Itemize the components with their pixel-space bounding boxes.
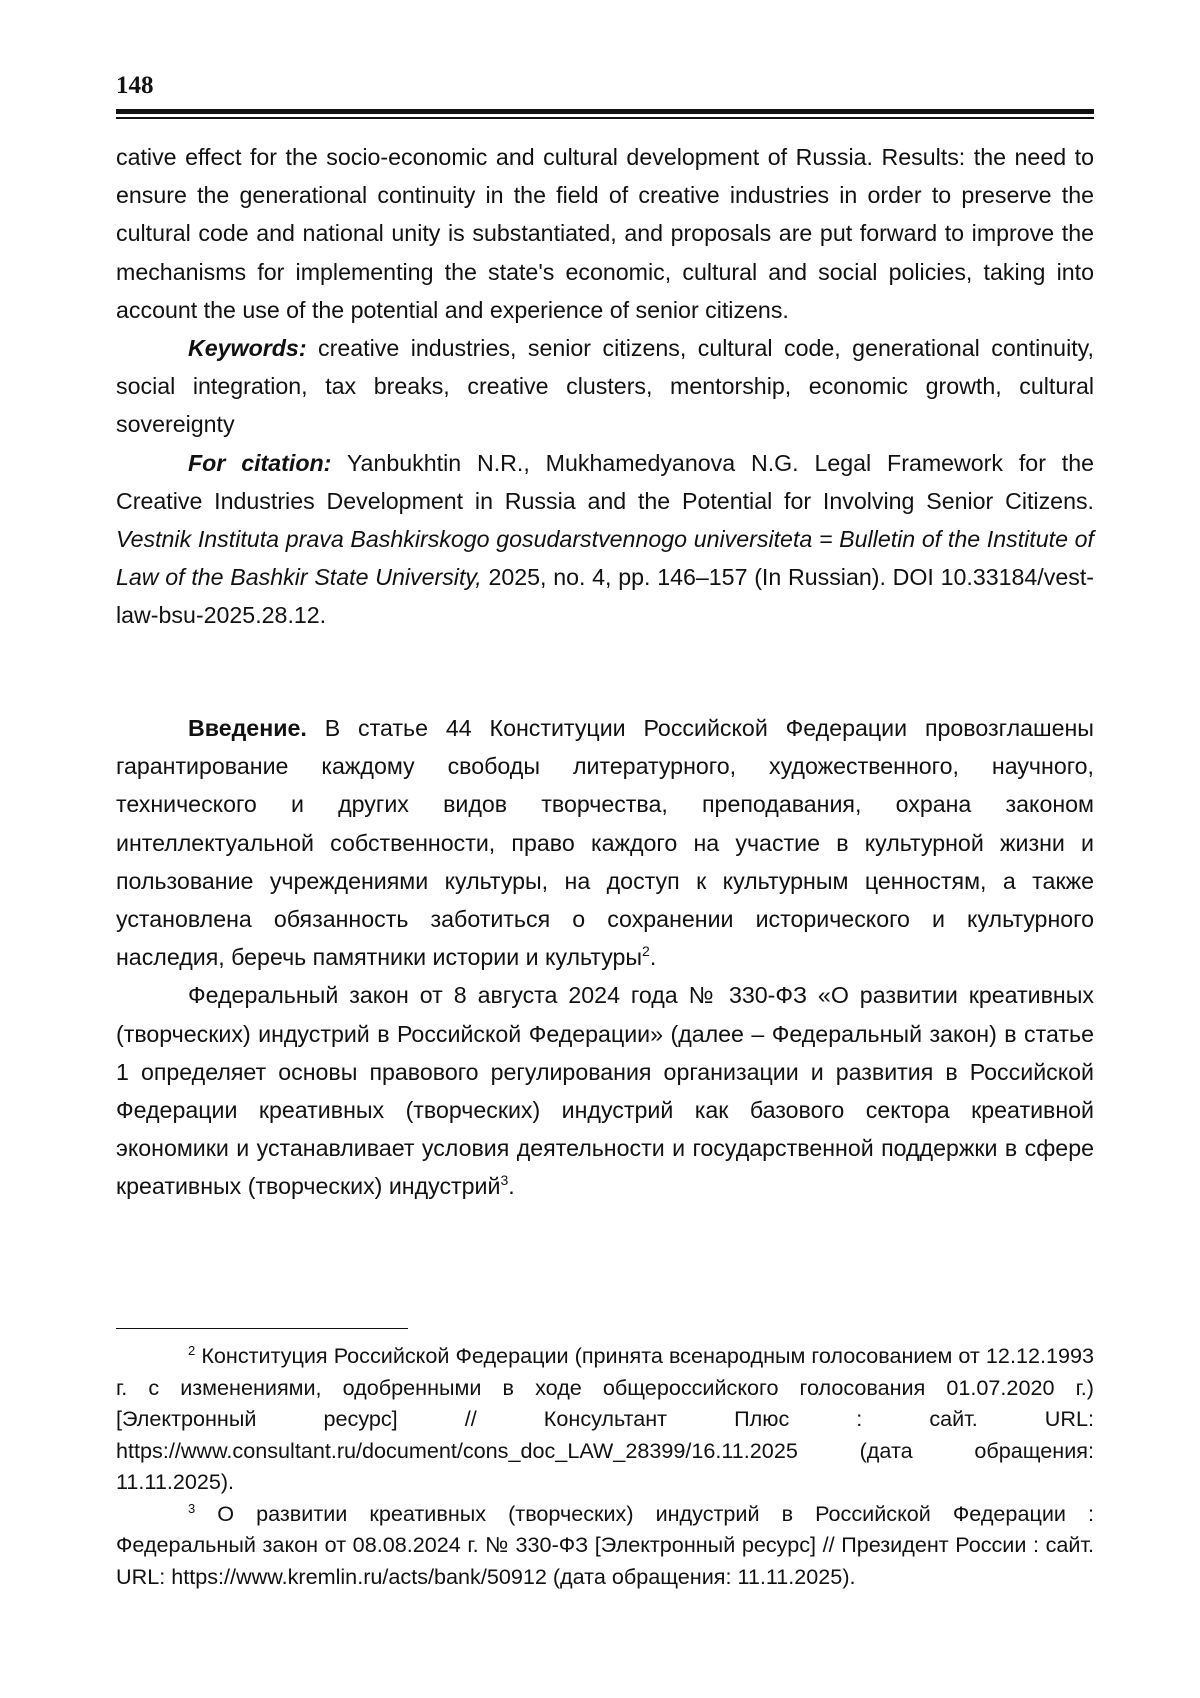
footnote-2 xyxy=(116,1340,1094,1498)
footnote-marker: 2 xyxy=(188,1343,196,1358)
footnote-separator xyxy=(116,1328,408,1329)
footnote-marker: 3 xyxy=(188,1500,196,1516)
law-end: . xyxy=(508,1173,515,1200)
abstract-continuation: cative effect for the socio-economic and cultural development of Russia. Results: the need to ensure the generational continuity in the field of creative industries in order to preserve the cultural code and national unity is substantiated, and proposals are put forward to improve the mechanisms for implementing the state's economic, cultural and social policies, taking into account the use of the potential and experience of senior citizens. xyxy=(116,144,1094,323)
header-rule-thin xyxy=(116,117,1094,119)
page-number: 148 xyxy=(116,72,154,99)
footnote-text: Конституция Российской Федерации (принята всенародным голосованием от 12.12.1993 г. с изменениями, одобренными в ходе общероссийского голосования 01.07.2020 г.) [Электронный ресурс] // Консультант Плюс : сайт. URL: https://www.consultant.ru/document/cons_doc_LAW_28399/16.11.2025 (дата обращения: 11.11.2025). xyxy=(116,1343,1094,1494)
citation-tail: 2025, no. 4, pp. 146–157 (In Russian). DOI 10.33184/vest-law-bsu-2025.28.12. xyxy=(116,564,1094,629)
footnote-ref-3[interactable]: 3 xyxy=(500,1172,509,1189)
intro-text: В статье 44 Конституции Российской Федерации провозглашены гарантирование каждому свободы литературного, художественного, научного, технического и других видов творчества, преподавания, охрана законом интеллектуальной собственности, право каждого на участие в культурной жизни и пользование учреждениями культуры, на доступ к культурным ценностям, а также установлена обязанность заботиться о сохранении исторического и культурного наследия, беречь памятники истории и культуры xyxy=(116,715,1094,971)
intro-paragraph xyxy=(116,709,1094,976)
intro-label: Введение. xyxy=(188,715,307,741)
citation-label: For citation: xyxy=(188,449,332,476)
citation-journal: Vestnik Instituta prava Bashkirskogo gosudarstvennogo universiteta = Bulletin of the Institute of Law of the Bashkir State University, xyxy=(116,526,1094,591)
keywords-label: Keywords: xyxy=(188,335,307,362)
law-text: Федеральный закон от 8 августа 2024 года № 330-ФЗ «О развитии креативных (творческих) индустрий в Российской Федерации» (далее – Федеральный закон) в статье 1 определяет основы правового регулирования организации и развития в Российской Федерации креативных (творческих) индустрий как базового сектора креативной экономики и устанавливает условия деятельности и государственной поддержки в сфере креативных (творческих) индустрий xyxy=(116,982,1094,1200)
intro-end: . xyxy=(649,944,657,971)
header-rule-thick xyxy=(116,109,1094,114)
keywords-paragraph xyxy=(116,329,1094,444)
citation-text: Yanbukhtin N.R., Mukhamedyanova N.G. Legal Framework for the Creative Industries Development in Russia and the Potential for Involving Senior Citizens. xyxy=(116,449,1094,514)
article-body xyxy=(116,709,1094,1206)
footnote-text: О развитии креативных (творческих) индустрий в Российской Федерации : Федеральный закон от 08.08.2024 г. № 330-ФЗ [Электронный ресурс] // Президент России : сайт. URL: https://www.kremlin.ru/acts/bank/50912 (дата обращения: 11.11.2025). xyxy=(116,1500,1094,1589)
footnotes xyxy=(116,1340,1094,1592)
citation-paragraph xyxy=(116,444,1094,635)
law-paragraph xyxy=(116,976,1094,1205)
keywords-text: creative industries, senior citizens, cultural code, generational continuity, social integration, tax breaks, creative clusters, mentorship, economic growth, cultural sovereignty xyxy=(116,335,1094,438)
footnote-ref-2[interactable]: 2 xyxy=(642,943,650,960)
footnote-3 xyxy=(116,1498,1094,1593)
abstract-section xyxy=(116,138,1094,635)
